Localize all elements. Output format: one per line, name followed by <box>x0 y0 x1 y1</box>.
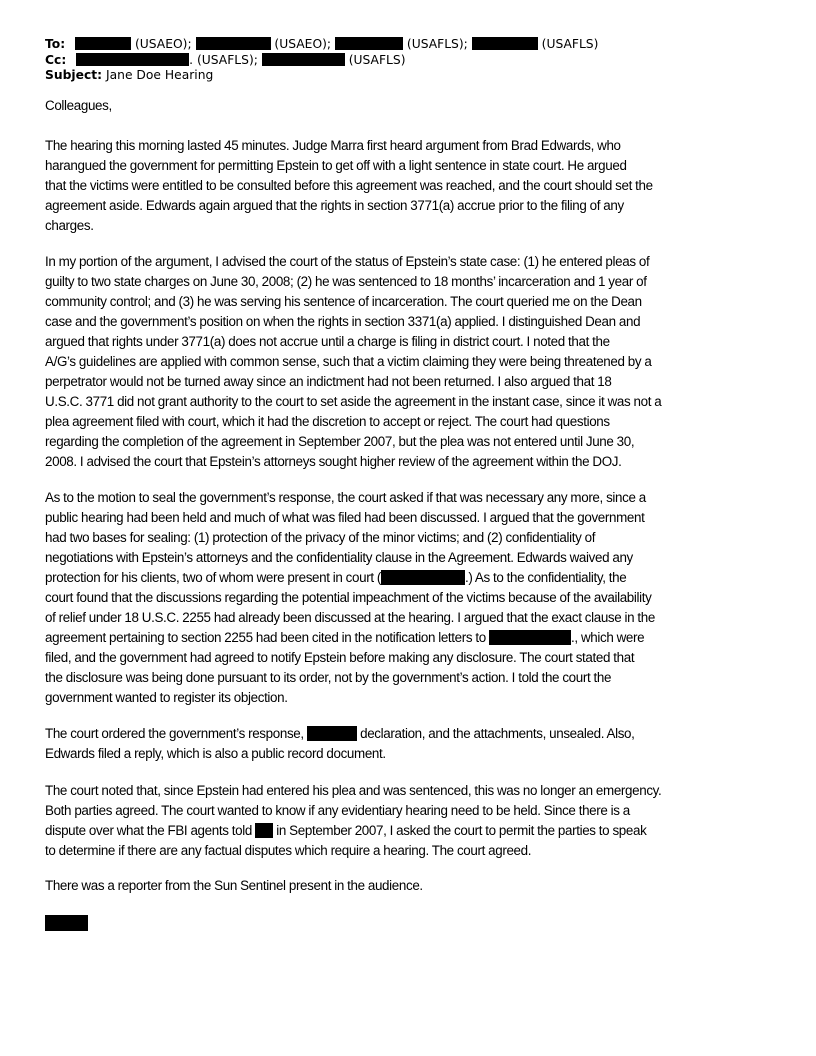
text-segment: dispute over what the FBI agents told <box>45 823 256 838</box>
text-segment: agreement pertaining to section 2255 had been cited in the notification letters to <box>45 630 490 645</box>
text-line: filed, and the government had agreed to notify Epstein before making any disclosure. The court stated that <box>45 650 635 665</box>
text-line: In my portion of the argument, I advised the court of the status of Epstein’s state case: (1) he entered pleas of <box>45 254 650 269</box>
text-line: Edwards filed a reply, which is also a public record document. <box>45 746 386 761</box>
text-line: negotiations with Epstein’s attorneys and the confidentiality clause in the Agreement. Edwards waived any <box>45 550 633 565</box>
redacted-recipient <box>76 53 189 66</box>
paragraph-3 <box>45 488 785 708</box>
text-line: the disclosure was being done pursuant to its order, not by the government’s action. I told the court the <box>45 670 612 685</box>
redacted-recipient <box>196 37 271 50</box>
text-line: perpetrator would not be turned away since an indictment had not been returned. I also argued that 18 <box>45 374 612 389</box>
cc-recipient-suffix: (USAFLS) <box>344 52 406 67</box>
text-segment: ., which were <box>571 630 645 645</box>
text-line: The court noted that, since Epstein had entered his plea and was sentenced, this was no longer an emergency. <box>45 783 662 798</box>
to-recipient-suffix: (USAFLS) <box>537 37 599 51</box>
text-line: argued that rights under 3771(a) does not accrue until a charge is filing in district court. I noted that the <box>45 334 610 349</box>
text-line: had two bases for sealing: (1) protection of the privacy of the minor victims; and (2) confidentiality of <box>45 530 596 545</box>
text-line: harangued the government for permitting Epstein to get off with a light sentence in state court. He argued <box>45 158 627 173</box>
text-segment: .) As to the confidentiality, the <box>464 570 627 585</box>
paragraph-6 <box>45 876 785 896</box>
text-line: plea agreement filed with court, which it had the discretion to accept or reject. The court had questions <box>45 414 610 429</box>
to-recipient-suffix: (USAEO); <box>270 37 332 51</box>
redacted-name <box>307 726 357 741</box>
paragraph-4 <box>45 724 785 764</box>
to-label: To: <box>45 37 66 51</box>
text-line: There was a reporter from the Sun Sentinel present in the audience. <box>45 878 423 893</box>
cc-recipient-suffix: . (USAFLS); <box>189 52 258 67</box>
cc-label: Cc: <box>45 52 67 67</box>
redacted-signature <box>45 915 88 931</box>
text-line <box>45 821 785 841</box>
text-segment: in September 2007, I asked the court to permit the parties to speak <box>273 823 647 838</box>
text-line: regarding the completion of the agreement in September 2007, but the plea was not entered until June 30, <box>45 434 635 449</box>
text-line: The hearing this morning lasted 45 minutes. Judge Marra first heard argument from Brad Edwards, who <box>45 138 621 153</box>
text-segment: The court ordered the government’s response, <box>45 726 307 741</box>
text-line: guilty to two state charges on June 30, 2008; (2) he was sentenced to 18 months’ incarceration and 1 year of <box>45 274 647 289</box>
text-line: public hearing had been held and much of what was filed had been discussed. I argued that the government <box>45 510 645 525</box>
text-line: government wanted to register its objection. <box>45 690 288 705</box>
redacted-recipient <box>472 37 538 50</box>
to-recipient-suffix: (USAEO); <box>131 37 192 51</box>
text-line: agreement aside. Edwards again argued that the rights in section 3771(a) accrue prior to the filing of any <box>45 198 624 213</box>
email-header <box>45 37 598 84</box>
text-line <box>45 568 785 588</box>
text-line: community control; and (3) he was serving his sentence of incarceration. The court queried me on the Dean <box>45 294 642 309</box>
greeting-text: Colleagues, <box>45 98 112 113</box>
text-line <box>45 628 785 648</box>
text-line <box>45 724 785 744</box>
text-line: that the victims were entitled to be consulted before this agreement was reached, and the court should set the <box>45 178 653 193</box>
redacted-recipient <box>335 37 403 50</box>
paragraph-5 <box>45 781 785 861</box>
greeting <box>45 96 785 116</box>
redacted-names <box>489 630 571 645</box>
text-line: case and the government’s position on when the rights in section 3371(a) applied. I distinguished Dean and <box>45 314 641 329</box>
redacted-names <box>381 570 465 585</box>
cc-row <box>45 53 598 69</box>
text-segment: declaration, and the attachments, unsealed. Also, <box>356 726 635 741</box>
redacted-recipient <box>262 53 345 66</box>
text-line: charges. <box>45 218 94 233</box>
paragraph-2 <box>45 252 785 472</box>
text-line: to determine if there are any factual disputes which require a hearing. The court agreed. <box>45 843 532 858</box>
text-line: Both parties agreed. The court wanted to know if any evidentiary hearing need to be held. Since there is a <box>45 803 630 818</box>
subject-text: Jane Doe Hearing <box>105 68 214 82</box>
text-line: As to the motion to seal the government’s response, the court asked if that was necessary any more, since a <box>45 490 646 505</box>
subject-label: Subject: <box>45 68 103 82</box>
redacted-name <box>255 823 273 838</box>
text-line: U.S.C. 3771 did not grant authority to the court to set aside the agreement in the instant case, since it was not a <box>45 394 662 409</box>
redacted-recipient <box>75 37 131 50</box>
text-line: 2008. I advised the court that Epstein’s attorneys sought higher review of the agreement within the DOJ. <box>45 454 622 469</box>
to-recipient-suffix: (USAFLS); <box>402 37 468 51</box>
to-row <box>45 37 598 53</box>
text-line: A/G’s guidelines are applied with common sense, such that a victim claiming they were being threatened by a <box>45 354 652 369</box>
paragraph-1 <box>45 136 785 236</box>
subject-row <box>45 68 598 84</box>
text-segment: protection for his clients, two of whom were present in court ( <box>45 570 381 585</box>
text-line: of relief under 18 U.S.C. 2255 had already been discussed at the hearing. I argued that the exact clause in the <box>45 610 655 625</box>
text-line: court found that the discussions regarding the potential impeachment of the victims because of the availability <box>45 590 652 605</box>
